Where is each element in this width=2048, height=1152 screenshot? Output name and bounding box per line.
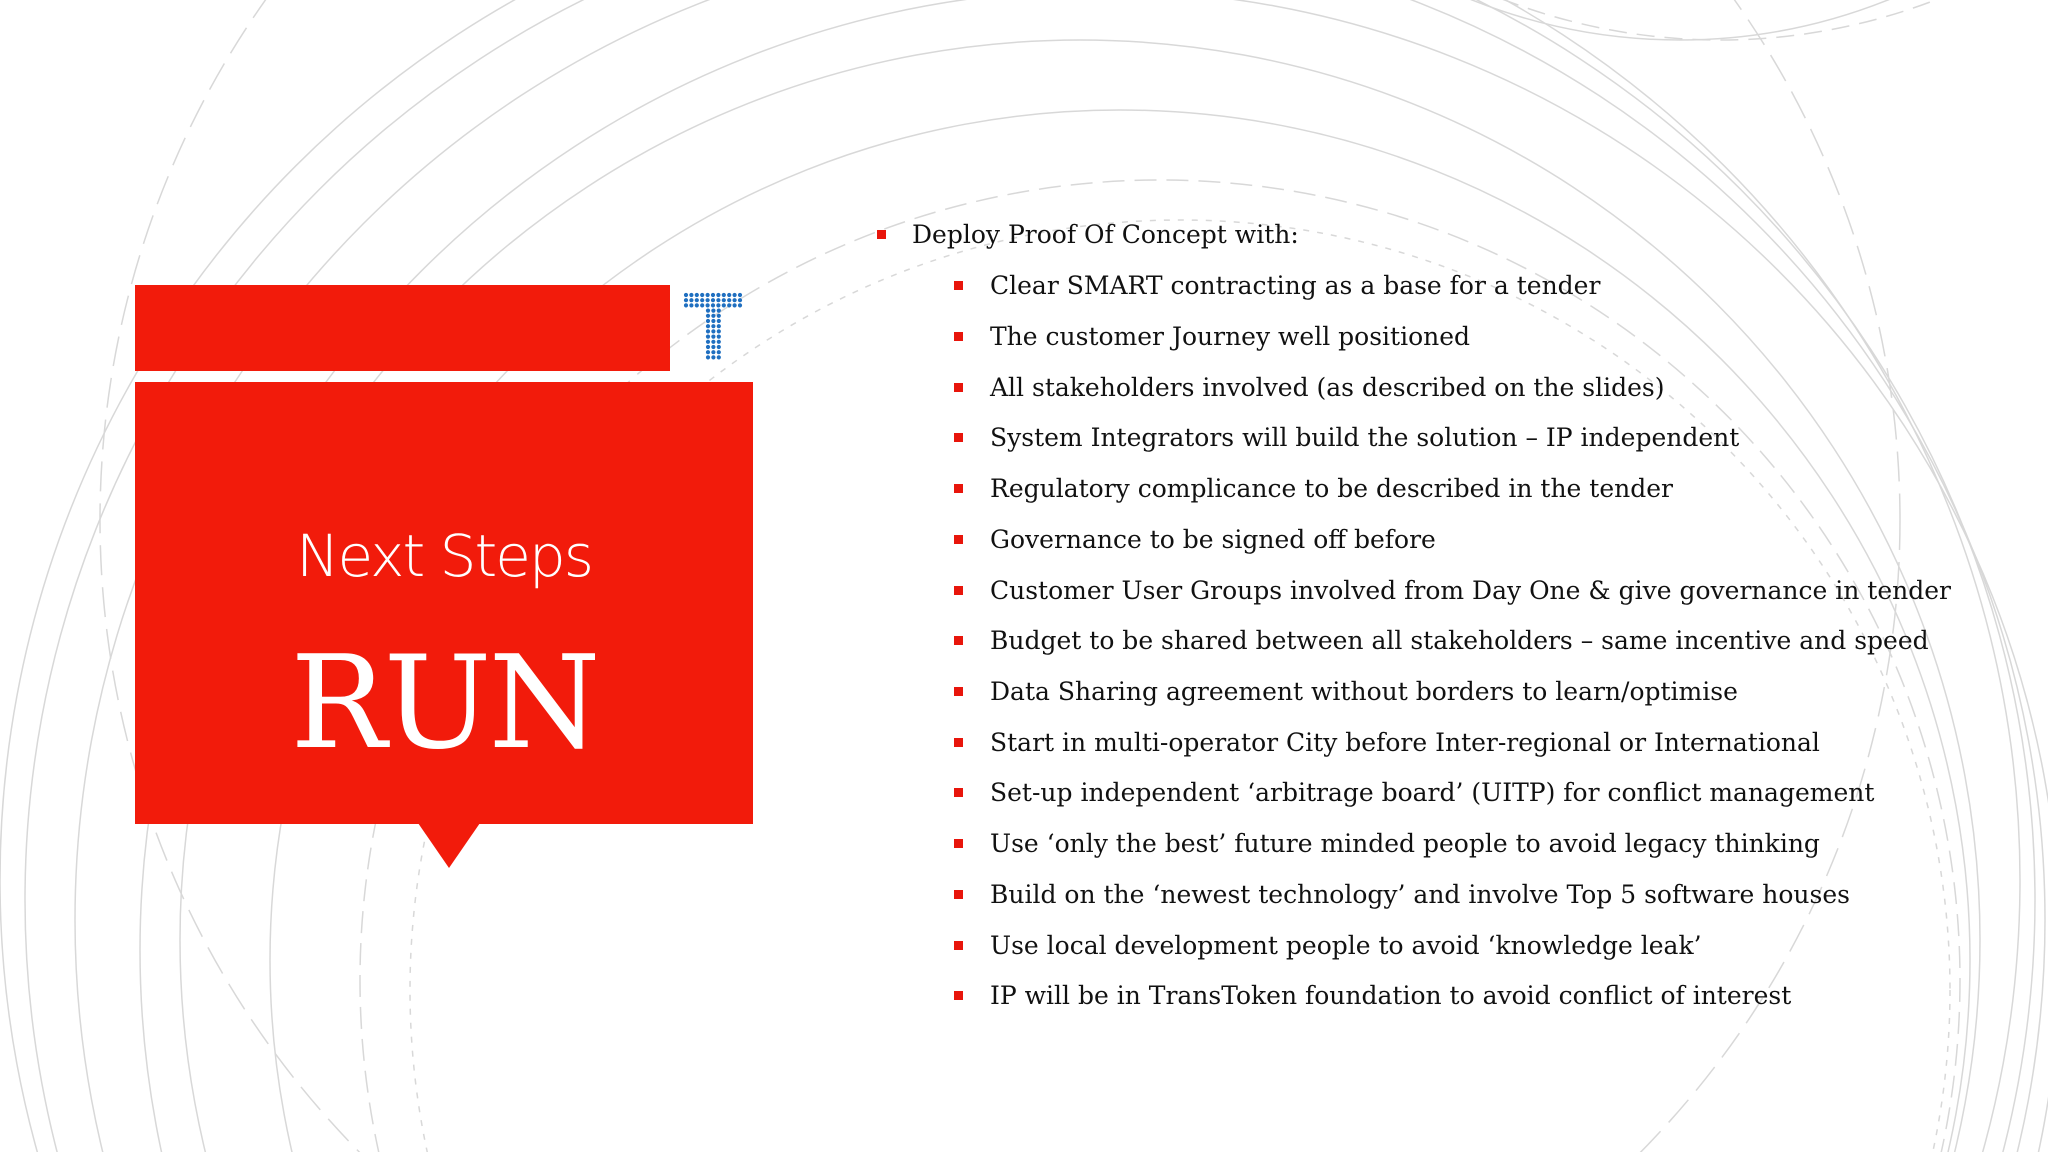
bullet-square-icon	[954, 636, 963, 645]
list-item: The customer Journey well positioned	[990, 324, 1470, 349]
list-item: All stakeholders involved (as described on the slides)	[990, 375, 1664, 400]
bullet-square-icon	[877, 230, 886, 239]
bullet-square-icon	[954, 535, 963, 544]
bullet-square-icon	[954, 433, 963, 442]
bullet-square-icon	[954, 586, 963, 595]
list-item: Build on the ‘newest technology’ and involve Top 5 software houses	[990, 882, 1850, 907]
list-item: Governance to be signed off before	[990, 527, 1436, 552]
bullet-square-icon	[954, 788, 963, 797]
slide-subtitle: Next Steps	[296, 522, 592, 590]
bullet-square-icon	[954, 687, 963, 696]
bullet-square-icon	[954, 332, 963, 341]
list-item: Customer User Groups involved from Day One & give governance in tender	[990, 578, 1951, 603]
list-item: Regulatory complicance to be described in the tender	[990, 476, 1673, 501]
bullet-square-icon	[954, 839, 963, 848]
list-item: Data Sharing agreement without borders to learn/optimise	[990, 679, 1738, 704]
bullet-square-icon	[954, 991, 963, 1000]
bullet-square-icon	[954, 890, 963, 899]
list-item: IP will be in TransToken foundation to avoid conflict of interest	[990, 983, 1791, 1008]
list-item: Start in multi-operator City before Inter-regional or International	[990, 730, 1820, 755]
bullet-square-icon	[954, 484, 963, 493]
transtoken-logo-icon	[683, 292, 743, 364]
list-item: System Integrators will build the solution – IP independent	[990, 425, 1739, 450]
title-accent-bar	[135, 285, 670, 371]
bullet-square-icon	[954, 383, 963, 392]
list-item: Use ‘only the best’ future minded people to avoid legacy thinking	[990, 831, 1820, 856]
bullet-square-icon	[954, 738, 963, 747]
list-item: Use local development people to avoid ‘knowledge leak’	[990, 933, 1702, 958]
bullet-square-icon	[954, 941, 963, 950]
slide-title: RUN	[290, 629, 598, 778]
list-item: Clear SMART contracting as a base for a tender	[990, 273, 1600, 298]
list-item-heading: Deploy Proof Of Concept with:	[912, 222, 1299, 247]
callout-pointer	[418, 823, 480, 868]
list-item: Budget to be shared between all stakeholders – same incentive and speed	[990, 628, 1929, 653]
list-item: Set-up independent ‘arbitrage board’ (UITP) for conflict management	[990, 780, 1874, 805]
bullet-square-icon	[954, 281, 963, 290]
